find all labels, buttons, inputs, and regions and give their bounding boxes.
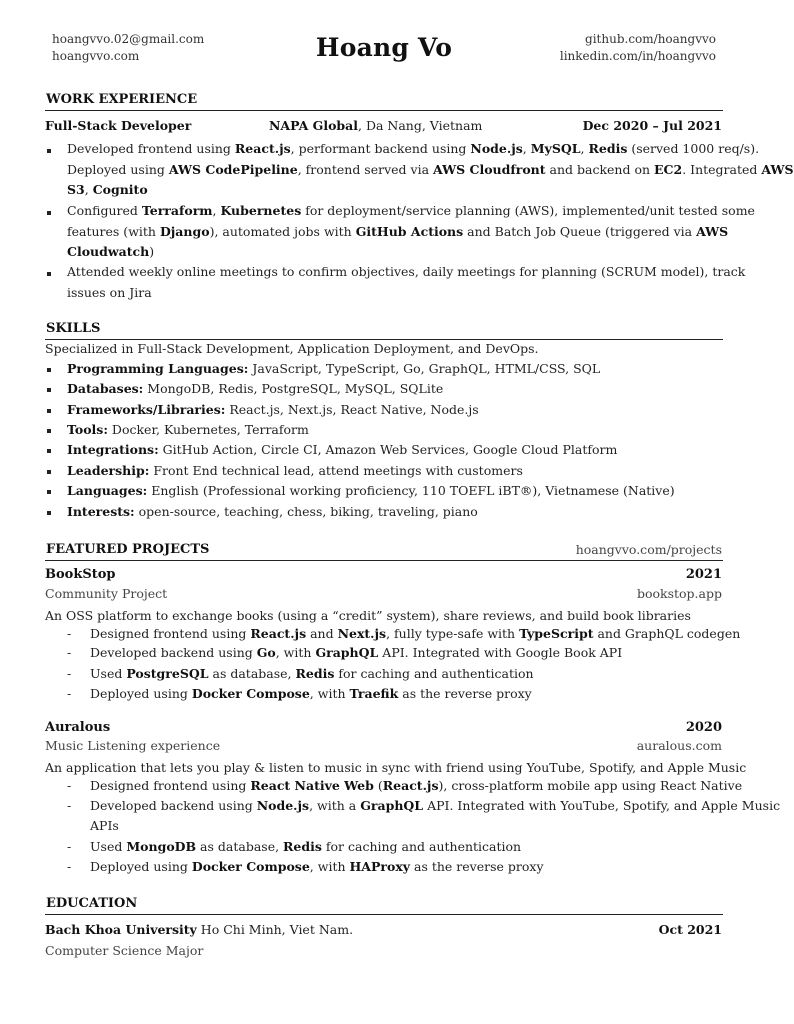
project-title-bookstop: BookStop — [45, 567, 116, 582]
bullet-marker — [47, 470, 51, 474]
education-heading: EDUCATION — [46, 896, 138, 911]
education-date: Oct 2021 — [658, 922, 722, 937]
dash-marker: - — [67, 778, 72, 793]
project-year-auralous: 2020 — [685, 720, 722, 735]
section-divider — [45, 560, 723, 561]
skill-item: Integrations: GitHub Action, Circle CI, Amazon Web Services, Google Cloud Platform — [67, 442, 618, 457]
skill-item: Leadership: Front End technical lead, attend meetings with customers — [67, 463, 523, 478]
project-detail: Developed backend using Go, with GraphQL API. Integrated with Google Book API — [90, 645, 623, 660]
resume-name: Hoang Vo — [315, 33, 453, 62]
bullet-marker — [47, 429, 51, 433]
skill-item: Databases: MongoDB, Redis, PostgreSQL, MySQL, SQLite — [67, 381, 444, 396]
project-title-auralous: Auralous — [45, 720, 111, 735]
projects-link[interactable]: hoangvvo.com/projects — [575, 542, 722, 557]
skills-intro: Specialized in Full-Stack Development, Application Deployment, and DevOps. — [45, 341, 539, 356]
job-company: NAPA Global — [269, 118, 359, 133]
bullet-marker — [47, 211, 51, 215]
project-detail: Used MongoDB as database, Redis for caching and authentication — [90, 839, 522, 854]
dash-marker: - — [67, 798, 72, 813]
dash-marker: - — [67, 666, 72, 681]
bullet-marker — [47, 368, 51, 372]
project-detail: Used PostgreSQL as database, Redis for caching and authentication — [90, 666, 534, 681]
education-major: Computer Science Major — [45, 943, 204, 958]
project-detail: Developed backend using Node.js, with a GraphQL API. Integrated with YouTube, Spotify, and Apple Music — [90, 798, 781, 813]
project-year-bookstop: 2021 — [685, 567, 722, 582]
project-subtitle-bookstop: Community Project — [45, 586, 168, 601]
project-detail-continued: APIs — [90, 818, 119, 833]
project-detail: Designed frontend using React Native Web (React.js), cross-platform mobile app using React Native — [90, 778, 743, 793]
skill-item: Languages: English (Professional working proficiency, 110 TOEFL iBT®), Vietnamese (Native) — [67, 483, 675, 498]
section-divider — [45, 339, 723, 340]
project-detail: Designed frontend using React.js and Next.js, fully type-safe with TypeScript and GraphQL codegen — [90, 626, 741, 641]
projects-heading: FEATURED PROJECTS — [46, 542, 210, 557]
job-location: , Da Nang, Vietnam — [358, 118, 483, 133]
skills-heading: SKILLS — [46, 321, 101, 336]
job-role: Full-Stack Developer — [45, 118, 192, 133]
bullet-marker — [47, 388, 51, 392]
bullet-marker — [47, 490, 51, 494]
dash-marker: - — [67, 839, 72, 854]
work-experience-heading: WORK EXPERIENCE — [46, 92, 198, 107]
education-line — [45, 922, 353, 937]
project-detail: Deployed using Docker Compose, with Traefik as the reverse proxy — [90, 686, 532, 701]
project-detail: Deployed using Docker Compose, with HAProxy as the reverse proxy — [90, 859, 544, 874]
section-divider — [45, 110, 723, 111]
skill-item: Programming Languages: JavaScript, TypeScript, Go, GraphQL, HTML/CSS, SQL — [67, 361, 601, 376]
work-bullet-2: Configured Terraform, Kubernetes for deployment/service planning (AWS), implemented/unit tested some features (with Django), automated jobs with GitHub Actions and Batch Job Queue (triggered via AWS Cloudwatch) — [67, 203, 755, 259]
bullet-marker — [47, 272, 51, 276]
bullet-marker — [47, 149, 51, 153]
skill-item: Tools: Docker, Kubernetes, Terraform — [67, 422, 309, 437]
project-desc-bookstop: An OSS platform to exchange books (using a “credit” system), share reviews, and build book libraries — [45, 608, 691, 623]
project-desc-auralous: An application that lets you play & listen to music in sync with friend using YouTube, Spotify, and Apple Music — [45, 760, 747, 775]
education-school: Bach Khoa University — [45, 922, 197, 937]
skill-item: Interests: open-source, teaching, chess, biking, traveling, piano — [67, 504, 478, 519]
bullet-marker — [47, 511, 51, 515]
bullet-marker — [47, 409, 51, 413]
dash-marker: - — [67, 645, 72, 660]
section-divider — [45, 914, 723, 915]
job-company-line — [269, 118, 482, 133]
github-link[interactable]: github.com/hoangvvo — [585, 32, 716, 46]
email-link[interactable]: hoangvvo.02@gmail.com — [52, 32, 205, 46]
skill-item: Frameworks/Libraries: React.js, Next.js, React Native, Node.js — [67, 402, 479, 417]
education-location: Ho Chi Minh, Viet Nam. — [196, 922, 354, 937]
dash-marker: - — [67, 686, 72, 701]
project-subtitle-auralous: Music Listening experience — [45, 738, 221, 753]
linkedin-link[interactable]: linkedin.com/in/hoangvvo — [559, 49, 716, 63]
work-bullet-1: Developed frontend using React.js, performant backend using Node.js, MySQL, Redis (served 1000 req/s). Deployed using AWS CodePipeline, frontend served via AWS Cloudfront and backend on EC2. Integrated AWS S3, Cognito — [67, 141, 794, 197]
project-url-auralous[interactable]: auralous.com — [636, 738, 722, 753]
dash-marker: - — [67, 626, 72, 641]
website-link[interactable]: hoangvvo.com — [52, 49, 140, 63]
bullet-marker — [47, 449, 51, 453]
work-bullet-3: Attended weekly online meetings to confirm objectives, daily meetings for planning (SCRUM model), track issues on Jira — [67, 264, 746, 300]
header-contact-right — [560, 31, 716, 65]
dash-marker: - — [67, 859, 72, 874]
project-url-bookstop[interactable]: bookstop.app — [636, 586, 722, 601]
job-dates: Dec 2020 – Jul 2021 — [582, 118, 722, 133]
